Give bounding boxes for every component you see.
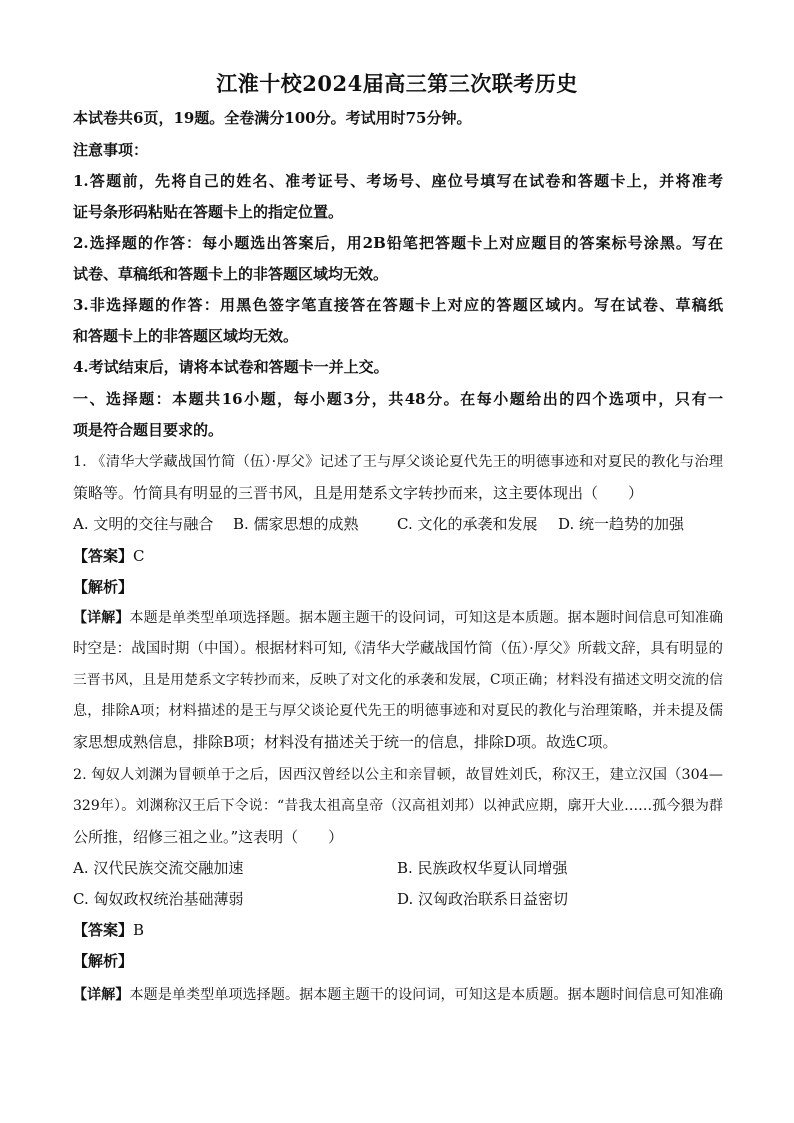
q2-option-a: A. 汉代民族交流交融加速 [73,859,244,877]
q1-option-c: C. 文化的承袭和发展 [397,515,538,533]
q1-option-b: B. 儒家思想的成熟 [233,515,359,533]
exam-intro: 本试卷共6页，19题。全卷满分100分。考试用时75分钟。 [73,109,472,127]
answer-value: C [133,547,145,565]
q2-option-c: C. 匈奴政权统治基础薄弱 [73,890,244,908]
detail-text: 本题是单类型单项选择题。据本题主题干的设问词，可知这是本质题。据本题时间信息可知准确 [129,610,724,626]
q1-option-d: D. 统一趋势的加强 [558,515,685,533]
note-line: 2.选择题的作答：每小题选出答案后，用2B铅笔把答题卡上对应题目的答案标号涂黑。写在 [73,234,723,252]
q2-analysis-tag: 【解析】 [73,952,134,970]
q2-option-d: D. 汉匈政治联系日益密切 [397,890,569,908]
q1-option-a: A. 文明的交往与融合 [73,515,214,533]
notes-heading: 注意事项： [73,141,149,159]
note-line: 证号条形码粘贴在答题卡上的指定位置。 [73,203,344,221]
answer-tag: 【答案】 [73,547,134,565]
answer-value: B [133,921,145,939]
q2-answer [73,920,723,940]
section-heading: 一、选择题：本题共16小题，每小题3分，共48分。在每小题给出的四个选项中，只有一 [73,390,723,408]
q2-detail [73,985,723,1005]
q1-answer [73,546,723,566]
page-title: 江淮十校2024届高三第三次联考历史 [216,71,578,96]
note-line: 3.非选择题的作答：用黑色签字笔直接答在答题卡上对应的答题区域内。写在试卷、草稿纸 [73,296,723,314]
note-line: 试卷、草稿纸和答题卡上的非答题区域均无效。 [73,265,389,283]
q2-option-b: B. 民族政权华夏认同增强 [397,859,568,877]
q1-stem: 1. 《清华大学藏战国竹简（伍）·厚父》记述了王与厚父谈论夏代先王的明德事迹和对夏民的教化与治理 [73,454,723,470]
q1-detail: 时空是：战国时期（中国）。根据材料可知,《清华大学藏战国竹简（伍）·厚父》所载文辞，具有明显的 [73,641,723,657]
q1-stem: 策略等。竹简具有明显的三晋书风，且是用楚系文字转抄而来，这主要体现出（ ） [73,484,644,502]
detail-text: 本题是单类型单项选择题。据本题主题干的设问词，可知这是本质题。据本题时间信息可知准确 [129,987,724,1003]
q1-detail [73,608,723,628]
detail-tag: 【详解】 [73,610,130,626]
q1-detail: 家思想成熟信息，排除B项；材料没有描述关于统一的信息，排除D项。故选C项。 [73,733,618,751]
q2-stem: 329年）。刘渊称汉王后下令说：“昔我太祖高皇帝（汉高祖刘邦）以神武应期，廓开大业……孤今猥为群 [73,798,723,814]
note-line: 1.答题前，先将自己的姓名、准考证号、考场号、座位号填写在试卷和答题卡上，并将准考 [73,172,723,190]
section-heading: 项是符合题目要求的。 [73,421,224,439]
answer-tag: 【答案】 [73,921,134,939]
q1-detail: 三晋书风，且是用楚系文字转抄而来，反映了对文化的承袭和发展，C项正确；材料没有描述文明交流的信 [73,672,723,688]
q2-stem: 2. 匈奴人刘渊为冒顿单于之后，因西汉曾经以公主和亲冒顿，故冒姓刘氏，称汉王，建立汉国（304— [73,767,723,783]
q1-analysis-tag: 【解析】 [73,578,134,596]
q2-stem: 公所推，绍修三祖之业。”这表明（ ） [73,828,344,846]
detail-tag: 【详解】 [73,987,130,1003]
q1-detail: 息，排除A项；材料描述的是王与厚父谈论夏代先王的明德事迹和对夏民的教化与治理策略，并未提及儒 [73,703,723,719]
note-line: 4.考试结束后，请将本试卷和答题卡一并上交。 [73,358,389,376]
note-line: 和答题卡上的非答题区域均无效。 [73,327,299,345]
